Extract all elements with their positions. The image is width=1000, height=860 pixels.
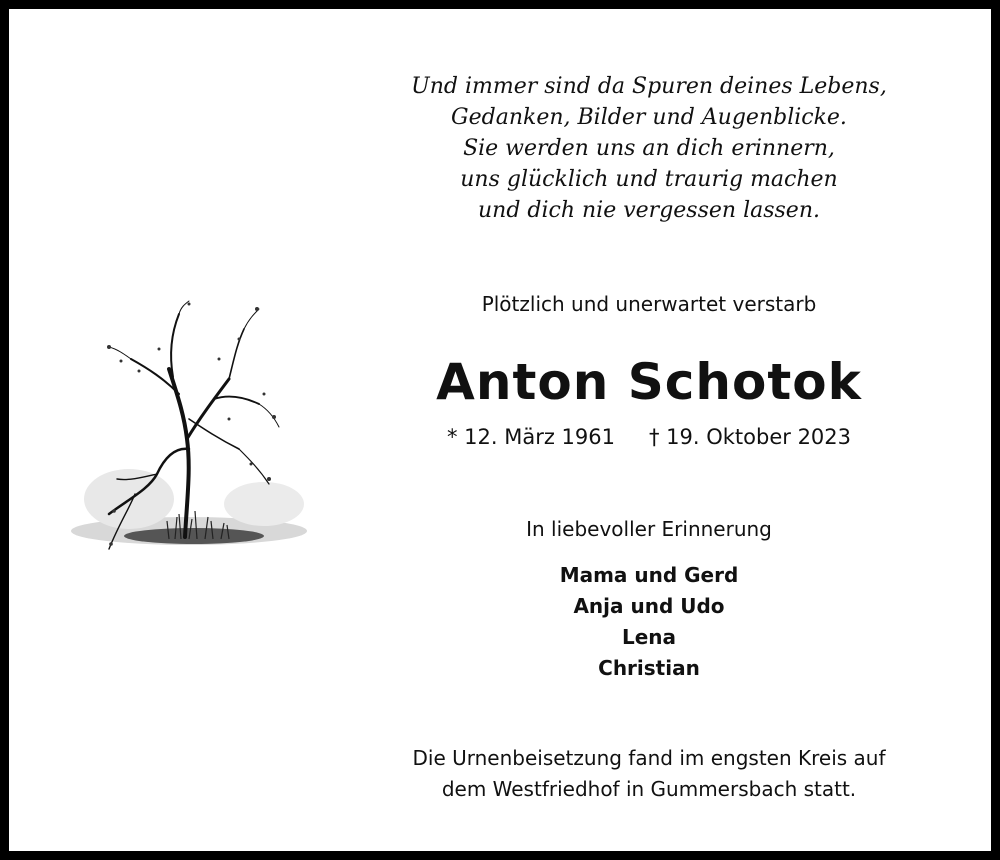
deceased-name: Anton Schotok xyxy=(436,353,862,411)
poem-line: Sie werden uns an dich erinnern, xyxy=(463,136,835,161)
family-member: Anja und Udo xyxy=(573,594,725,618)
notice-line: Die Urnenbeisetzung fand im engsten Kreis auf xyxy=(412,746,886,770)
birth-date: * 12. März 1961 xyxy=(446,425,615,449)
poem-line: und dich nie vergessen lassen. xyxy=(478,198,820,223)
bare-tree-icon xyxy=(69,299,309,579)
burial-notice xyxy=(289,743,1000,805)
death-date: † 19. Oktober 2023 xyxy=(648,425,852,449)
life-dates xyxy=(289,425,1000,449)
family-list xyxy=(289,560,1000,684)
family-member: Lena xyxy=(621,625,677,649)
poem-line: Gedanken, Bilder und Augenblicke. xyxy=(451,105,847,130)
family-member: Mama und Gerd xyxy=(559,563,739,587)
poem xyxy=(289,71,1000,226)
poem-line: Und immer sind da Spuren deines Lebens, xyxy=(411,74,887,99)
memory-text: In liebevoller Erinnerung xyxy=(526,517,772,541)
poem-line: uns glücklich und traurig machen xyxy=(460,167,838,192)
intro-text: Plötzlich und unerwartet verstarb xyxy=(481,292,817,316)
family-member: Christian xyxy=(598,656,700,680)
notice-line: dem Westfriedhof in Gummersbach statt. xyxy=(441,777,857,801)
